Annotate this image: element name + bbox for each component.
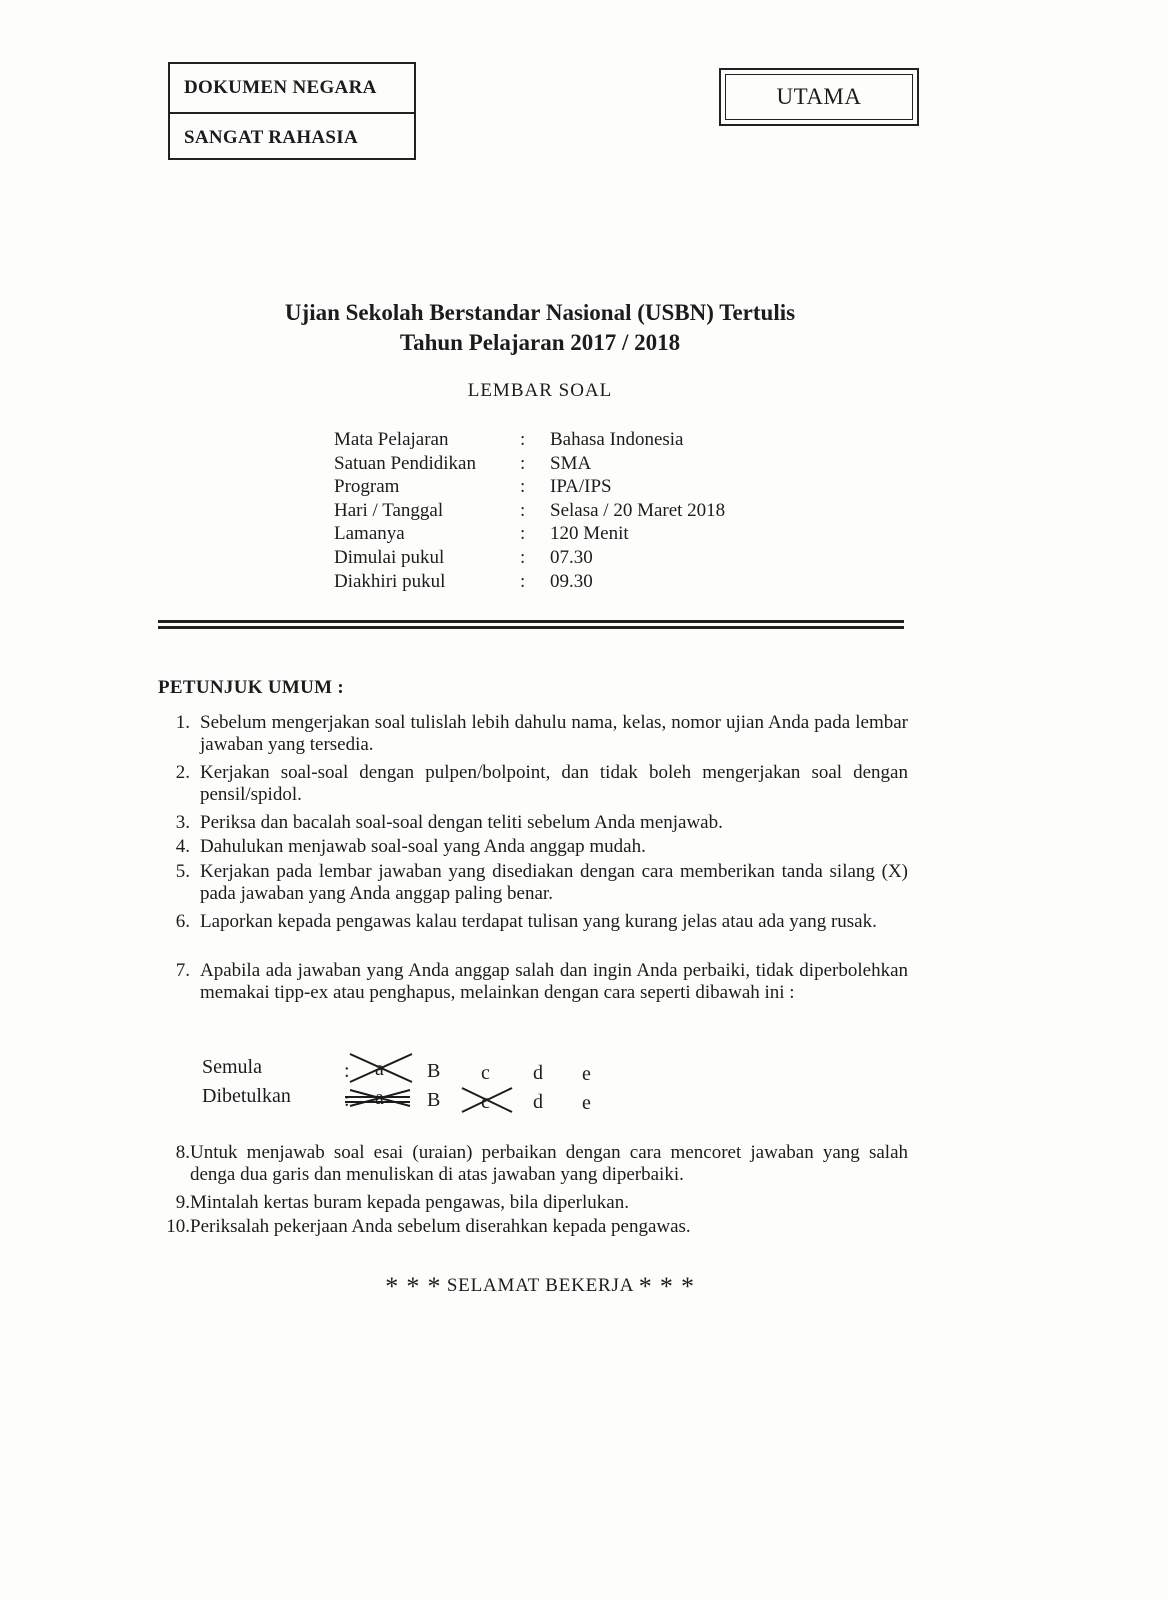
option-a-cancelled: a	[375, 1087, 384, 1109]
option-e: e	[582, 1063, 591, 1085]
version-label: UTAMA	[725, 74, 913, 120]
instruction-text: Kerjakan pada lembar jawaban yang disediakan dengan cara memberikan tanda silang (X) pada jawaban yang Anda anggap paling benar.	[200, 861, 908, 904]
instruction-number: 1.	[175, 712, 190, 733]
example-colon: :	[344, 1089, 350, 1111]
academic-year: Tahun Pelajaran 2017 / 2018	[399, 330, 681, 355]
instruction-text: Periksalah pekerjaan Anda sebelum diserahkan kepada pengawas.	[190, 1216, 691, 1237]
instruction-number: 4.	[175, 836, 190, 857]
instruction-text: Laporkan kepada pengawas kalau terdapat tulisan yang kurang jelas atau ada yang rusak.	[200, 911, 877, 932]
instruction-text: Kerjakan soal-soal dengan pulpen/bolpoint, dan tidak boleh mengerjakan soal dengan pensil/spidol.	[200, 762, 908, 805]
info-value: 07.30	[550, 547, 593, 568]
info-label: Mata Pelajaran	[334, 429, 449, 450]
info-colon: :	[520, 429, 526, 450]
option-c-crossed: c	[481, 1091, 490, 1113]
info-colon: :	[520, 500, 526, 521]
classification-bottom: SANGAT RAHASIA	[170, 112, 414, 162]
info-colon: :	[520, 523, 526, 544]
example-label-corrected: Dibetulkan	[202, 1085, 291, 1107]
info-label: Diakhiri pukul	[334, 571, 446, 592]
option-e: e	[582, 1092, 591, 1114]
info-label: Lamanya	[334, 523, 405, 544]
sheet-subtitle: LEMBAR SOAL	[467, 380, 613, 401]
info-value: Bahasa Indonesia	[550, 429, 684, 450]
option-b: B	[427, 1089, 441, 1111]
info-label: Satuan Pendidikan	[334, 453, 476, 474]
instruction-number: 2.	[175, 762, 190, 783]
instruction-number: 9.	[175, 1192, 190, 1213]
info-label: Dimulai pukul	[334, 547, 445, 568]
info-value: SMA	[550, 453, 592, 474]
example-label-original: Semula	[202, 1056, 262, 1078]
option-b: B	[427, 1060, 441, 1082]
instruction-text: Dahulukan menjawab soal-soal yang Anda anggap mudah.	[200, 836, 646, 857]
info-value: 120 Menit	[550, 523, 629, 544]
info-label: Program	[334, 476, 400, 497]
info-colon: :	[520, 476, 526, 497]
example-colon: :	[344, 1060, 350, 1082]
info-value: IPA/IPS	[550, 476, 612, 497]
info-value: 09.30	[550, 571, 593, 592]
info-colon: :	[520, 571, 526, 592]
instruction-text: Mintalah kertas buram kepada pengawas, bila diperlukan.	[190, 1192, 629, 1213]
instruction-text: Sebelum mengerjakan soal tulislah lebih dahulu nama, kelas, nomor ujian Anda pada lembar jawaban yang tersedia.	[200, 712, 908, 755]
info-colon: :	[520, 453, 526, 474]
closing-stars-left: * * *	[385, 1272, 442, 1301]
option-d: d	[533, 1091, 543, 1113]
closing-message	[0, 1272, 1080, 1302]
instructions-heading: PETUNJUK UMUM :	[158, 677, 345, 698]
instruction-number: 10.	[166, 1216, 190, 1237]
option-a-crossed: a	[375, 1058, 384, 1080]
classification-top: DOKUMEN NEGARA	[184, 77, 377, 98]
closing-text: SELAMAT BEKERJA	[446, 1275, 634, 1296]
instruction-text: Apabila ada jawaban yang Anda anggap salah dan ingin Anda perbaiki, tidak diperbolehkan memakai tipp-ex atau penghapus, melainkan dengan cara seperti dibawah ini :	[200, 960, 908, 1003]
instruction-number: 8.	[175, 1142, 190, 1163]
closing-stars-right: * * *	[638, 1272, 695, 1301]
instruction-number: 6.	[175, 911, 190, 932]
instruction-text: Periksa dan bacalah soal-soal dengan teliti sebelum Anda menjawab.	[200, 812, 723, 833]
info-colon: :	[520, 547, 526, 568]
instruction-number: 5.	[175, 861, 190, 882]
instruction-text: Untuk menjawab soal esai (uraian) perbaikan dengan cara mencoret jawaban yang salah denga dua garis dan menuliskan di atas jawaban yang diperbaiki.	[190, 1142, 908, 1185]
info-label: Hari / Tanggal	[334, 500, 444, 521]
info-value: Selasa / 20 Maret 2018	[550, 500, 726, 521]
instruction-number: 3.	[175, 812, 190, 833]
option-d: d	[533, 1062, 543, 1084]
option-c: c	[481, 1062, 490, 1084]
instruction-number: 7.	[175, 960, 190, 981]
exam-title: Ujian Sekolah Berstandar Nasional (USBN) Tertulis	[284, 300, 796, 325]
